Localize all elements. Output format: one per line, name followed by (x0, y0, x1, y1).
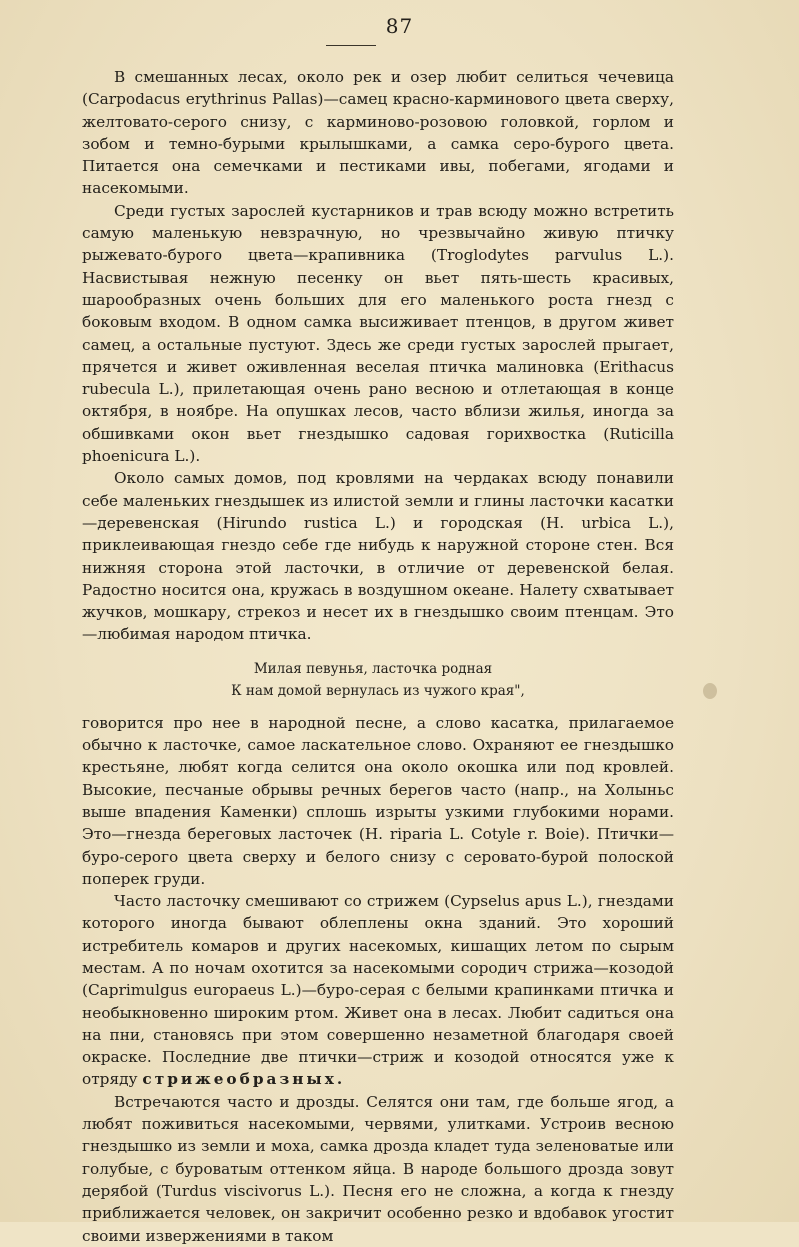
page-number-rule (326, 45, 376, 46)
paragraph-strizh-text: Часто ласточку смешивают со стрижем (Cypselus apus L.), гнездами которого иногда бывают облеплены окна зданий. Это хороший истребитель комаров и других насекомых, кишащих летом по сырым местам. А по ночам охотится за насекомыми сородич стрижа—козодой (Caprimulgus europaeus L.)—буро-серая с белыми крапинками птичка и необыкновенно широким ртом. Живет она в лесах. Любит садиться она на пни, становясь при этом совершенно незаметной благодаря своей окраске. Последние две птички—стриж и козодой относятся уже к отряду (82, 892, 674, 1089)
paragraph-chechevitsa: В смешанных лесах, около рек и озер любит селиться чечевица (Carpodacus erythrinus Pallas)—самец красно-карминового цвета сверху, желтовато-серого снизу, с карминово-розовою головкой, горлом и зобом и темно-бурыми крылышками, а самка серо-бурого цвета. Питается она семечками и пестиками ивы, побегами, ягодами и насекомыми. (82, 68, 674, 198)
verse-line-2: К нам домой вернулась из чужого края", (231, 682, 525, 699)
paragraph-krapivnik: Среди густых зарослей кустарников и трав всюду можно встретить самую маленькую невзрачную, но чрезвычайно живую птичку рыжевато-бурого цвета—крапивника (Troglodytes parvulus L.). Насвистывая нежную песенку он вьет пять-шесть красивых, шарообразных очень больших для его маленького роста гнезд с боковым входом. В одном самка высиживает птенцов, в другом живет самец, а остальные пустуют. Здесь же среди густых зарослей прыгает, прячется и живет оживленная веселая птичка малиновка (Erithacus rubecula L.), прилетающая очень рано весною и отлетающая в конце октября, в ноябре. На опушках лесов, часто вблизи жилья, иногда за обшивками окон вьет гнездышко садовая горихвостка (Ruticilla phoenicura L.). (82, 201, 674, 466)
folk-song-verse (82, 658, 674, 702)
verse-line-1: Милая певунья, ласточка родная (253, 660, 493, 677)
paper-stain (703, 683, 717, 699)
paragraph-kasatka: говорится про нее в народной песне, а слово касатка, прилагаемое обычно к ласточке, самое ласкательное слово. Охраняют ее гнездышко крестьяне, любят когда селится она около окошка или под кровлей. Высокие, песчаные обрывы речных берегов часто (напр., на Холыньс выше впадения Каменки) сплошь изрыты узкими глубокими норами. Это—гнезда береговых ласточек (H. riparia L. Cotyle r. Boie). Птички—буро-серого цвета сверху и белого снизу с серовато-бурой полоской поперек груди. (82, 713, 674, 888)
page-number: 87 (385, 14, 414, 38)
order-name: стрижеобразных. (142, 1070, 346, 1089)
paragraph-strizh (82, 890, 674, 1091)
paragraph-drozdy: Встречаются часто и дрозды. Селятся они там, где больше ягод, а любят поживиться насекомыми, червями, улитками. Устроив весною гнездышко из земли и моха, самка дрозда кладет туда зеленоватые или голубые, с буроватым оттенком яйца. В народе большого дрозда зовут дерябой (Turdus viscivorus L.). Песня его не сложна, а когда к гнезду приближается человек, он закричит особенно резко и вдобавок угостит своими извержениями в таком (82, 1092, 674, 1245)
body-text (82, 66, 674, 1247)
paragraph-lastochki: Около самых домов, под кровлями на чердаках всюду понавили себе маленьких гнездышек из илистой земли и глины ласточки касатки—деревенская (Hirundo rustica L.) и городская (H. urbica L.), приклеивающая гнездо себе где нибудь к наружной стороне стен. Вся нижняя сторона этой ласточки, в отличие от деревенской белая. Радостно носится она, кружась в воздушном океане. Налету схватывает жучков, мошкару, стрекоз и несет их в гнездышко своим птенцам. Это—любимая народом птичка. (82, 469, 674, 644)
